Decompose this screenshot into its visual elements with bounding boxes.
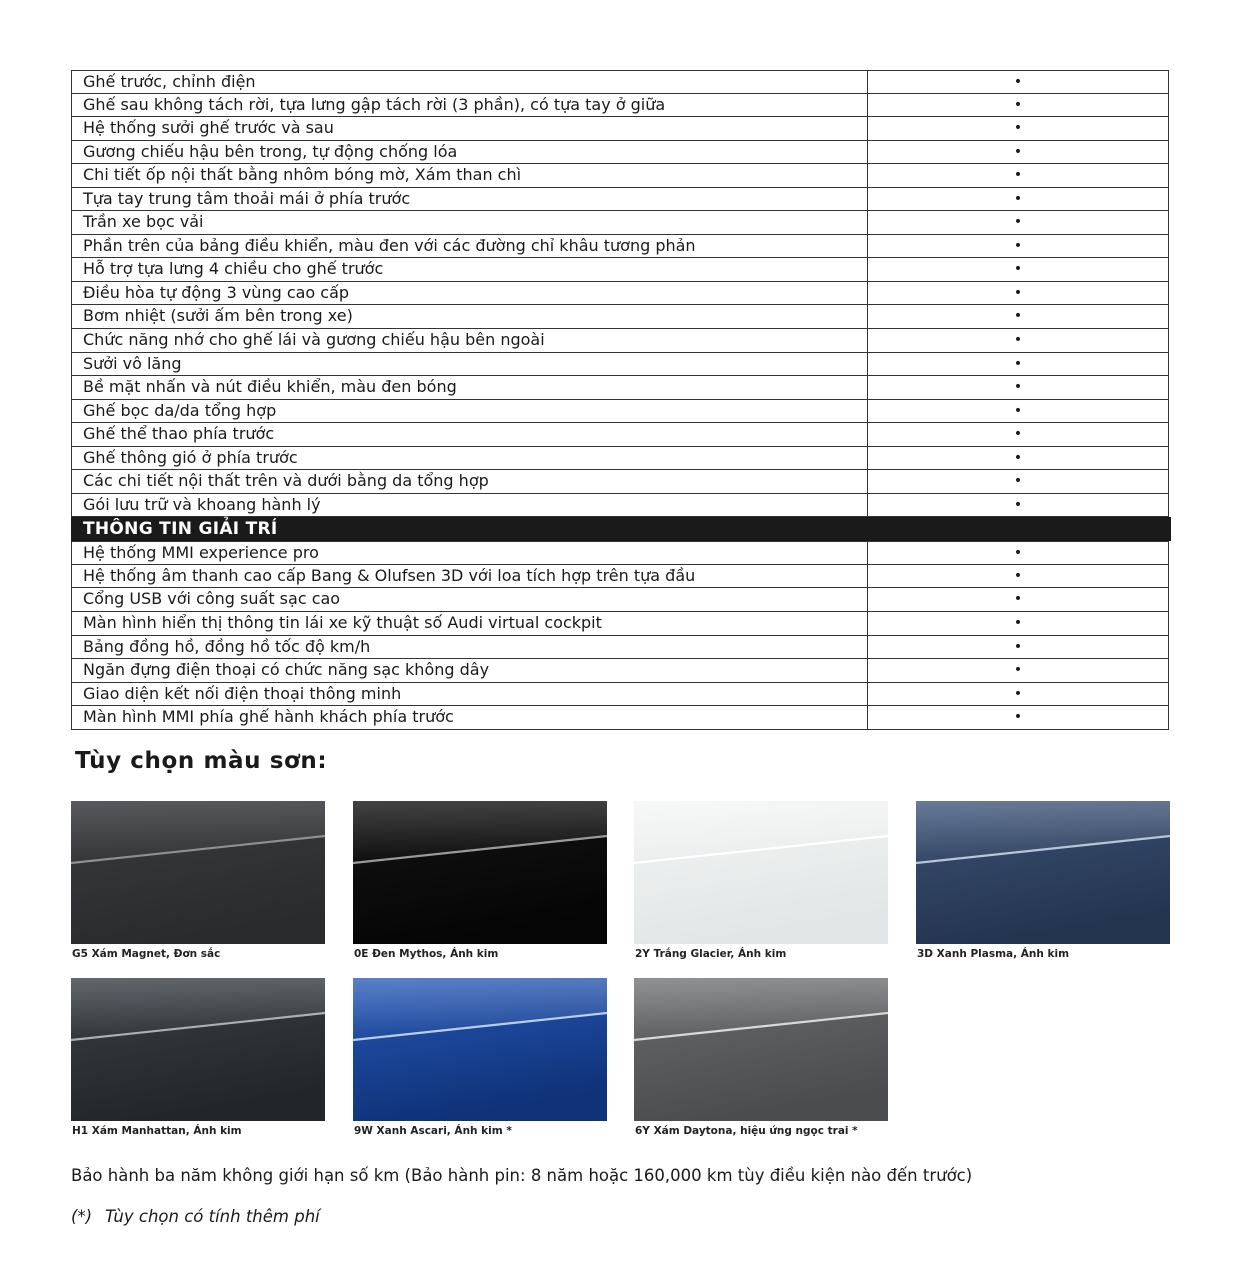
table-row bbox=[71, 376, 1169, 400]
availability-dot: • bbox=[1013, 74, 1023, 90]
feature-label: Các chi tiết nội thất trên và dưới bằng da tổng hợp bbox=[72, 470, 868, 493]
interior-rows bbox=[71, 70, 1169, 517]
paint-options-title: Tùy chọn màu sơn: bbox=[75, 748, 328, 774]
paint-swatch bbox=[634, 801, 888, 944]
paint-caption: 0E Đen Mythos, Ánh kim bbox=[354, 948, 499, 960]
feature-label: Ghế thông gió ở phía trước bbox=[72, 447, 868, 470]
footnote bbox=[71, 1207, 320, 1226]
table-row bbox=[71, 565, 1169, 589]
availability-dot: • bbox=[1013, 308, 1023, 325]
feature-label: Giao diện kết nối điện thoại thông minh bbox=[72, 683, 868, 706]
paint-swatch bbox=[353, 978, 607, 1121]
availability-dot: • bbox=[1013, 96, 1023, 113]
availability-dot: • bbox=[1013, 638, 1023, 655]
availability-dot: • bbox=[1013, 379, 1023, 396]
table-row bbox=[71, 282, 1169, 306]
table-row bbox=[71, 706, 1169, 730]
paint-swatch bbox=[916, 801, 1170, 944]
feature-label: Bề mặt nhấn và nút điều khiển, màu đen bóng bbox=[72, 376, 868, 399]
table-row bbox=[71, 164, 1169, 188]
table-row bbox=[71, 211, 1169, 235]
feature-label: Màn hình hiển thị thông tin lái xe kỹ thuật số Audi virtual cockpit bbox=[72, 612, 868, 635]
feature-label: Tựa tay trung tâm thoải mái ở phía trước bbox=[72, 188, 868, 211]
table-row bbox=[71, 117, 1169, 141]
table-row bbox=[71, 258, 1169, 282]
feature-label: Gương chiếu hậu bên trong, tự động chống lóa bbox=[72, 141, 868, 164]
feature-label: Điều hòa tự động 3 vùng cao cấp bbox=[72, 282, 868, 305]
feature-label: Sưởi vô lăng bbox=[72, 353, 868, 376]
paint-swatch bbox=[634, 978, 888, 1121]
feature-label: Ghế sau không tách rời, tựa lưng gập tách rời (3 phần), có tựa tay ở giữa bbox=[72, 94, 868, 117]
table-row bbox=[71, 400, 1169, 424]
availability-dot: • bbox=[1013, 190, 1023, 207]
feature-label: Bảng đồng hồ, đồng hồ tốc độ km/h bbox=[72, 636, 868, 659]
availability-dot: • bbox=[1013, 545, 1023, 562]
feature-label: Cổng USB với công suất sạc cao bbox=[72, 588, 868, 611]
availability-dot: • bbox=[1013, 167, 1023, 184]
section-heading: THÔNG TIN GIẢI TRÍ bbox=[71, 517, 1171, 541]
footnote-symbol: (*) bbox=[71, 1207, 93, 1226]
footnote-text: Tùy chọn có tính thêm phí bbox=[105, 1207, 320, 1226]
availability-dot: • bbox=[1013, 685, 1023, 702]
table-row bbox=[71, 94, 1169, 118]
table-row bbox=[71, 353, 1169, 377]
feature-label: Ghế thể thao phía trước bbox=[72, 423, 868, 446]
paint-swatch bbox=[71, 978, 325, 1121]
table-row bbox=[71, 470, 1169, 494]
availability-dot: • bbox=[1013, 473, 1023, 490]
availability-dot: • bbox=[1013, 449, 1023, 466]
feature-label: Chức năng nhớ cho ghế lái và gương chiếu hậu bên ngoài bbox=[72, 329, 868, 352]
table-row bbox=[71, 612, 1169, 636]
feature-label: Hệ thống sưởi ghế trước và sau bbox=[72, 117, 868, 140]
paint-swatch bbox=[71, 801, 325, 944]
table-row bbox=[71, 541, 1169, 565]
feature-label: Hệ thống MMI experience pro bbox=[72, 542, 868, 564]
paint-caption: H1 Xám Manhattan, Ánh kim bbox=[72, 1125, 242, 1137]
availability-dot: • bbox=[1013, 662, 1023, 679]
availability-dot: • bbox=[1013, 120, 1023, 137]
availability-dot: • bbox=[1013, 402, 1023, 419]
feature-label: Gói lưu trữ và khoang hành lý bbox=[72, 494, 868, 517]
spec-table bbox=[71, 70, 1169, 730]
availability-dot: • bbox=[1013, 143, 1023, 160]
table-row bbox=[71, 141, 1169, 165]
feature-label: Bơm nhiệt (sưởi ấm bên trong xe) bbox=[72, 305, 868, 328]
availability-dot: • bbox=[1013, 237, 1023, 254]
feature-label: Hỗ trợ tựa lưng 4 chiều cho ghế trước bbox=[72, 258, 868, 281]
paint-caption: 3D Xanh Plasma, Ánh kim bbox=[917, 948, 1070, 960]
feature-label: Ngăn đựng điện thoại có chức năng sạc không dây bbox=[72, 659, 868, 682]
table-row bbox=[71, 423, 1169, 447]
table-row bbox=[71, 329, 1169, 353]
table-row bbox=[71, 447, 1169, 471]
feature-label: Phần trên của bảng điều khiển, màu đen với các đường chỉ khâu tương phản bbox=[72, 235, 868, 258]
availability-dot: • bbox=[1013, 496, 1023, 513]
feature-label: Ghế trước, chỉnh điện bbox=[72, 71, 868, 93]
table-row bbox=[71, 235, 1169, 259]
availability-dot: • bbox=[1013, 261, 1023, 278]
table-row bbox=[71, 494, 1169, 518]
availability-dot: • bbox=[1013, 615, 1023, 632]
feature-label: Trần xe bọc vải bbox=[72, 211, 868, 234]
table-row bbox=[71, 636, 1169, 660]
table-row bbox=[71, 683, 1169, 707]
availability-dot: • bbox=[1013, 567, 1023, 584]
paint-caption: 6Y Xám Daytona, hiệu ứng ngọc trai * bbox=[635, 1125, 858, 1137]
feature-label: Chi tiết ốp nội thất bằng nhôm bóng mờ, Xám than chì bbox=[72, 164, 868, 187]
feature-label: Màn hình MMI phía ghế hành khách phía trước bbox=[72, 706, 868, 729]
table-row bbox=[71, 188, 1169, 212]
table-row bbox=[71, 588, 1169, 612]
availability-dot: • bbox=[1013, 332, 1023, 349]
availability-dot: • bbox=[1013, 284, 1023, 301]
feature-label: Hệ thống âm thanh cao cấp Bang & Olufsen 3D với loa tích hợp trên tựa đầu bbox=[72, 565, 868, 588]
availability-dot: • bbox=[1013, 214, 1023, 231]
paint-caption: 2Y Trắng Glacier, Ánh kim bbox=[635, 948, 787, 960]
availability-dot: • bbox=[1013, 591, 1023, 608]
paint-caption: 9W Xanh Ascari, Ánh kim * bbox=[354, 1125, 512, 1137]
warranty-text: Bảo hành ba năm không giới hạn số km (Bảo hành pin: 8 năm hoặc 160,000 km tùy điều kiện nào đến trước) bbox=[71, 1166, 973, 1185]
availability-dot: • bbox=[1013, 709, 1023, 726]
paint-swatch bbox=[353, 801, 607, 944]
feature-label: Ghế bọc da/da tổng hợp bbox=[72, 400, 868, 423]
paint-caption: G5 Xám Magnet, Đơn sắc bbox=[72, 948, 221, 960]
availability-dot: • bbox=[1013, 355, 1023, 372]
table-row bbox=[71, 659, 1169, 683]
infotainment-rows bbox=[71, 541, 1169, 729]
table-row bbox=[71, 305, 1169, 329]
table-row bbox=[71, 70, 1169, 94]
availability-dot: • bbox=[1013, 426, 1023, 443]
